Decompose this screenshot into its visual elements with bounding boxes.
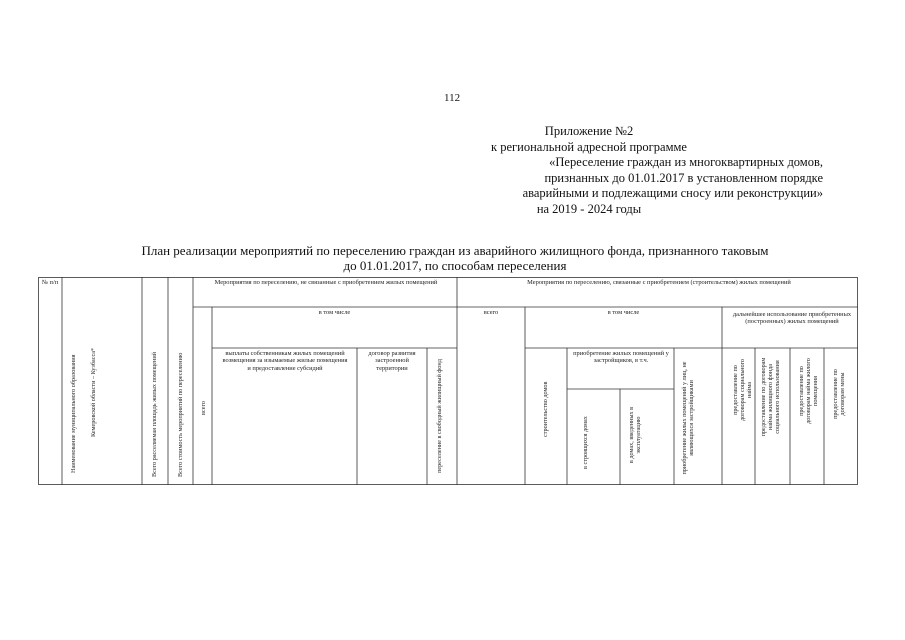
appendix-title: Приложение №2 <box>544 124 634 138</box>
including-left-header: в том числе <box>318 309 351 316</box>
group-not-related-header: Мероприятия по переселению, не связанные с приобретением жилых помещений <box>214 279 438 286</box>
further-use-header: дальнейшее использование приобретенных (построенных) жилых помещений <box>732 311 852 326</box>
page-number: 112 <box>444 92 461 104</box>
appendix-header <box>403 124 823 217</box>
column-contract-header: договор развития застроенной территории <box>368 350 416 372</box>
appendix-line: признанных до 01.01.2017 в установленном порядке <box>544 170 823 185</box>
appendix-line: «Переселение граждан из многоквартирных домов, <box>549 155 823 169</box>
column-total-right-header: всего <box>483 309 499 316</box>
plan-title <box>60 243 850 273</box>
column-acquisition-developers-header: приобретение жилых помещений у застройщиков, в т.ч. <box>573 350 669 365</box>
appendix-line: на 2019 - 2024 годы <box>536 201 642 216</box>
resettlement-table: № п/п Наименование муниципального образования Кемеровской области – Кузбасса* Всего расселяемая площадь жилых помещений Всего стоимость мероприятий по переселению Мероприятия по переселению, не связанные с приобретением жилых помещений Мероприятия по переселению, связанные с приобретением (строительством) жилых помещений всего в том числе выплаты собственникам жилых помещений возмещения за изымаемые жилые помещения и предоставление субсидий договор развития застроенной территории переселение в свободный жилищный фонд всего в том числе строительство домов приобретение жилых помещений у застройщиков, в т.ч. в строящихся домах в домах, введенных в эксплуатацию приобретение жилых помещений у лиц, не являющихся застройщиками дальнейшее использование приобретенных (построенных) жилых помещений предоставление по договорам социального найма предоставление по договорам найма жилищного фонда социального использования предоставление по договорам найма жилого помещения предоставление по договорам мены <box>38 277 858 485</box>
group-related-header: Мероприятия по переселению, связанные с приобретением (строительством) жилых помещений <box>527 279 791 286</box>
appendix-line: аварийными и подлежащими сносу или реконструкции» <box>522 186 823 200</box>
column-number-header: № п/п <box>41 279 59 286</box>
plan-title-line: План реализации мероприятий по переселению граждан из аварийного жилищного фонда, признанного таковым <box>141 243 769 258</box>
including-right-header: в том числе <box>607 309 640 316</box>
column-payments-header: выплаты собственникам жилых помещений возмещения за изымаемые жилые помещения и предоставление субсидий <box>222 350 348 372</box>
appendix-line: к региональной адресной программе <box>491 139 687 154</box>
plan-title-line: до 01.01.2017, по способам переселения <box>343 258 567 273</box>
